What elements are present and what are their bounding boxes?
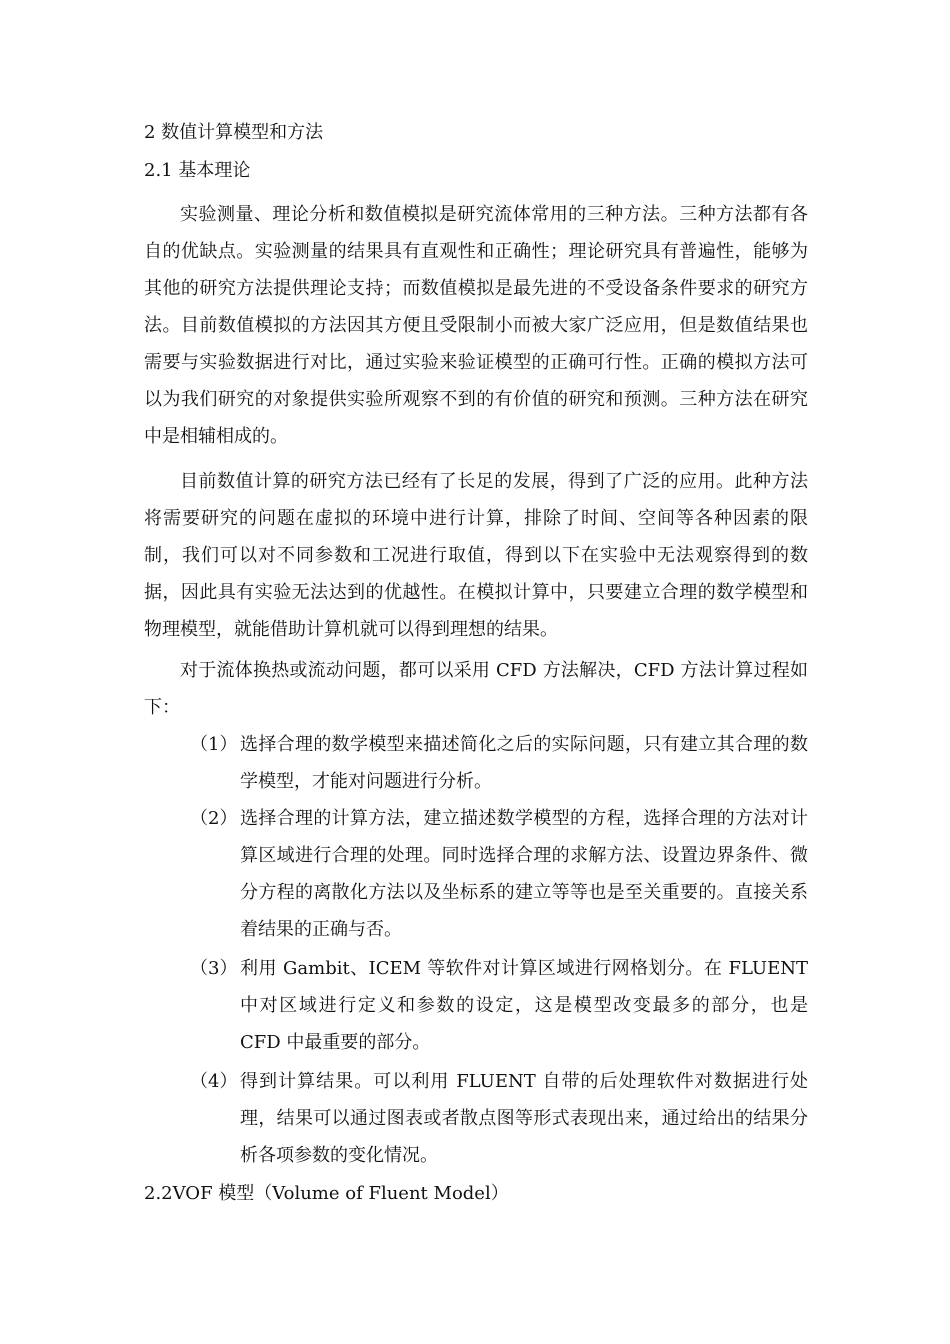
paragraph-methods-overview: 实验测量、理论分析和数值模拟是研究流体常用的三种方法。三种方法都有各自的优缺点。实验测量的结果具有直观性和正确性；理论研究具有普遍性，能够为其他的研究方法提供理论支持；而数值模拟是最先进的不受设备条件要求的研究方法。目前数值模拟的方法因其方便且受限制小而被大家广泛应用，但是数值结果也需要与实验数据进行对比，通过实验来验证模型的正确可行性。正确的模拟方法可以为我们研究的对象提供实验所观察不到的有价值的研究和预测。三种方法在研究中是相辅相成的。 bbox=[144, 204, 808, 447]
list-item-step-1 bbox=[190, 726, 808, 800]
list-item-text: 得到计算结果。可以利用 FLUENT 自带的后处理软件对数据进行处理，结果可以通过图表或者散点图等形式表现出来，通过给出的结果分析各项参数的变化情况。 bbox=[240, 1071, 808, 1166]
list-item-step-2 bbox=[190, 800, 808, 948]
list-item-number: （2） bbox=[190, 808, 238, 829]
list-item-text: 利用 Gambit、ICEM 等软件对计算区域进行网格划分。在 FLUENT 中对区域进行定义和参数的设定，这是模型改变最多的部分，也是 CFD 中最重要的部分。 bbox=[240, 958, 808, 1053]
chapter-heading: 2 数值计算模型和方法 bbox=[144, 122, 324, 143]
section-heading-basic-theory: 2.1 基本理论 bbox=[144, 160, 251, 181]
section-heading-vof-model: 2.2VOF 模型（Volume of Fluent Model） bbox=[144, 1183, 509, 1204]
list-item-number: （1） bbox=[190, 734, 238, 755]
list-item-step-3 bbox=[190, 950, 808, 1061]
list-item-step-4 bbox=[190, 1063, 808, 1174]
paragraph-numerical-development: 目前数值计算的研究方法已经有了长足的发展，得到了广泛的应用。此种方法将需要研究的问题在虚拟的环境中进行计算，排除了时间、空间等各种因素的限制，我们可以对不同参数和工况进行取值，得到以下在实验中无法观察得到的数据，因此具有实验无法达到的优越性。在模拟计算中，只要建立合理的数学模型和物理模型，就能借助计算机就可以得到理想的结果。 bbox=[144, 471, 808, 640]
list-item-text: 选择合理的数学模型来描述简化之后的实际问题，只有建立其合理的数学模型，才能对问题进行分析。 bbox=[240, 734, 808, 792]
list-item-number: （3） bbox=[190, 958, 238, 979]
list-item-number: （4） bbox=[190, 1071, 238, 1092]
list-item-text: 选择合理的计算方法，建立描述数学模型的方程，选择合理的方法对计算区域进行合理的处理。同时选择合理的求解方法、设置边界条件、微分方程的离散化方法以及坐标系的建立等等也是至关重要的。直接关系着结果的正确与否。 bbox=[240, 808, 808, 940]
paragraph-cfd-intro: 对于流体换热或流动问题，都可以采用 CFD 方法解决，CFD 方法计算过程如下： bbox=[144, 660, 808, 718]
